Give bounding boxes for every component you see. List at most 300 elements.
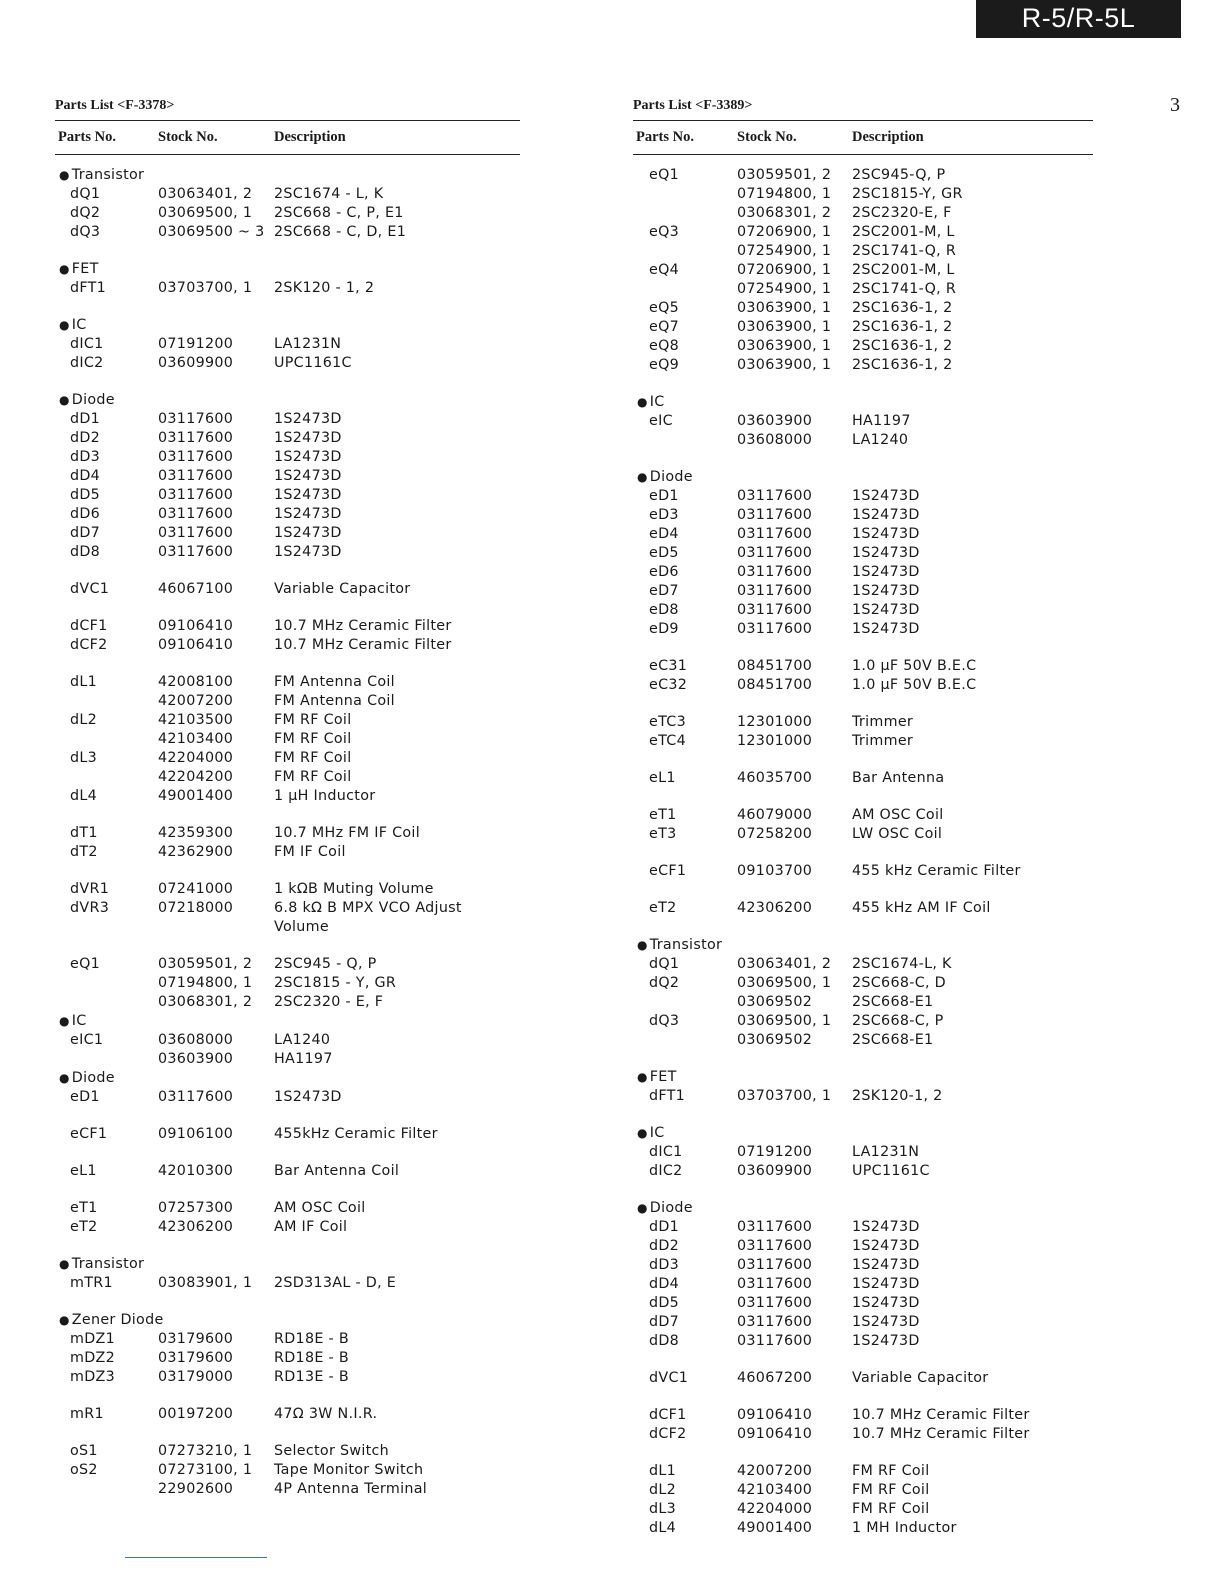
- parts-no-cell: dVR3: [70, 900, 110, 916]
- stock-no-cell: 03117600: [158, 544, 234, 560]
- description-cell: FM RF Coil: [852, 1501, 930, 1517]
- bullet-icon: ●: [59, 168, 70, 182]
- parts-no-cell: dFT1: [70, 280, 107, 296]
- table-row: [55, 429, 520, 448]
- description-cell: 1 µH Inductor: [274, 788, 376, 804]
- stock-no-cell: 42007200: [158, 693, 234, 709]
- table-row: [55, 1162, 520, 1181]
- stock-no-cell: 03117600: [737, 526, 813, 542]
- description-cell: 1S2473D: [274, 544, 342, 560]
- row-spacer: [55, 298, 520, 316]
- header-description: Description: [852, 129, 924, 145]
- description-cell: 1S2473D: [852, 1314, 920, 1330]
- description-cell: 1S2473D: [274, 411, 342, 427]
- description-cell: 2SC2001-M, L: [852, 262, 955, 278]
- table-row: [633, 1143, 1093, 1162]
- description-cell: 2SC2320 - E, F: [274, 994, 384, 1010]
- parts-no-cell: dD5: [70, 487, 101, 503]
- parts-no-cell: eQ5: [649, 300, 680, 316]
- description-cell: LW OSC Coil: [852, 826, 943, 842]
- table-row: [633, 1237, 1093, 1256]
- row-spacer: [633, 639, 1093, 657]
- description-cell: FM RF Coil: [274, 769, 352, 785]
- table-row: [633, 1425, 1093, 1444]
- description-cell: LA1231N: [274, 336, 342, 352]
- parts-no-cell: mTR1: [70, 1275, 113, 1291]
- table-row: [55, 1088, 520, 1107]
- description-cell: 2SC1815-Y, GR: [852, 186, 963, 202]
- bullet-icon: ●: [637, 1070, 648, 1084]
- description-cell: 1S2473D: [852, 488, 920, 504]
- stock-no-cell: 46067200: [737, 1370, 813, 1386]
- bullet-icon: ●: [637, 470, 648, 484]
- stock-no-cell: 03703700, 1: [158, 280, 253, 296]
- category-heading: [633, 1124, 1093, 1143]
- stock-no-cell: 03117600: [158, 506, 234, 522]
- stock-no-cell: 03068301, 2: [158, 994, 253, 1010]
- description-cell: 1S2473D: [852, 526, 920, 542]
- parts-no-cell: dD1: [649, 1219, 680, 1235]
- table-row: [633, 299, 1093, 318]
- row-spacer: [55, 1107, 520, 1125]
- table-row: [55, 824, 520, 843]
- stock-no-cell: 09106410: [158, 637, 234, 653]
- table-row: [55, 1442, 520, 1461]
- stock-no-cell: 03063900, 1: [737, 338, 832, 354]
- stock-no-cell: 03068301, 2: [737, 205, 832, 221]
- table-row: [633, 862, 1093, 881]
- table-row: [633, 166, 1093, 185]
- parts-no-cell: eD9: [649, 621, 679, 637]
- table-row: [633, 1500, 1093, 1519]
- table-row: [55, 843, 520, 862]
- row-spacer: [55, 655, 520, 673]
- description-cell: 2SC668-C, P: [852, 1013, 944, 1029]
- description-cell: FM RF Coil: [274, 731, 352, 747]
- parts-no-cell: dT1: [70, 825, 98, 841]
- category-heading: [55, 166, 520, 185]
- stock-no-cell: 46067100: [158, 581, 234, 597]
- bullet-icon: ●: [59, 1257, 70, 1271]
- description-cell: 10.7 MHz Ceramic Filter: [852, 1426, 1030, 1442]
- stock-no-cell: 03117600: [158, 430, 234, 446]
- row-spacer: [633, 1181, 1093, 1199]
- table-row: [633, 431, 1093, 450]
- stock-no-cell: 03179000: [158, 1369, 234, 1385]
- stock-no-cell: 03059501, 2: [737, 167, 832, 183]
- stock-no-cell: 03117600: [737, 564, 813, 580]
- category-heading: [633, 1199, 1093, 1218]
- table-row: [55, 730, 520, 749]
- table-row: [55, 1368, 520, 1387]
- description-cell: Selector Switch: [274, 1443, 390, 1459]
- description-cell: 10.7 MHz Ceramic Filter: [274, 637, 452, 653]
- description-cell: 2SC2001-M, L: [852, 224, 955, 240]
- row-spacer: [55, 1293, 520, 1311]
- table-row: [55, 955, 520, 974]
- table-row: [633, 993, 1093, 1012]
- row-spacer: [55, 1181, 520, 1199]
- bullet-icon: ●: [637, 938, 648, 952]
- category-label: IC: [71, 1013, 87, 1029]
- parts-no-cell: eD3: [649, 507, 679, 523]
- model-banner: R-5/R-5L: [976, 0, 1181, 38]
- description-cell: FM RF Coil: [852, 1463, 930, 1479]
- parts-no-cell: eD8: [649, 602, 679, 618]
- description-cell: FM Antenna Coil: [274, 693, 395, 709]
- parts-no-cell: [633, 993, 737, 1012]
- header-stock-no: Stock No.: [158, 129, 218, 145]
- description-cell: FM Antenna Coil: [274, 674, 395, 690]
- parts-no-cell: eQ9: [649, 357, 680, 373]
- description-cell: 1S2473D: [274, 1089, 342, 1105]
- parts-no-cell: eQ1: [649, 167, 680, 183]
- parts-no-cell: dL1: [70, 674, 98, 690]
- category-heading: [55, 1311, 520, 1330]
- stock-no-cell: 09106410: [158, 618, 234, 634]
- stock-no-cell: 09106410: [737, 1407, 813, 1423]
- description-cell: Trimmer: [852, 714, 914, 730]
- table-row: [633, 412, 1093, 431]
- table-row: [633, 1031, 1093, 1050]
- description-cell: 2SK120 - 1, 2: [274, 280, 375, 296]
- table-row: [55, 749, 520, 768]
- category-heading: [55, 1255, 520, 1274]
- stock-no-cell: 03117600: [158, 468, 234, 484]
- parts-no-cell: dVC1: [70, 581, 110, 597]
- table-row: [55, 524, 520, 543]
- row-spacer: [633, 1444, 1093, 1462]
- parts-no-cell: oS1: [70, 1443, 98, 1459]
- row-spacer: [55, 806, 520, 824]
- table-row: [633, 657, 1093, 676]
- parts-no-cell: [633, 280, 737, 299]
- description-cell: 1S2473D: [274, 525, 342, 541]
- footer-rule: [125, 1557, 267, 1558]
- table-row: [633, 487, 1093, 506]
- table-row: [55, 918, 520, 937]
- row-spacer: [633, 695, 1093, 713]
- table-row: [55, 580, 520, 599]
- description-cell: RD18E - B: [274, 1331, 349, 1347]
- table-row: [633, 1369, 1093, 1388]
- description-cell: 2SC1636-1, 2: [852, 300, 953, 316]
- stock-no-cell: 09103700: [737, 863, 813, 879]
- parts-no-cell: eCF1: [70, 1126, 108, 1142]
- description-cell: 2SC668 - C, P, E1: [274, 205, 404, 221]
- table-row: [633, 732, 1093, 751]
- parts-no-cell: dL1: [649, 1463, 677, 1479]
- stock-no-cell: 07254900, 1: [737, 281, 832, 297]
- parts-no-cell: eL1: [70, 1163, 97, 1179]
- list-title: Parts List <F-3378>: [55, 98, 175, 113]
- parts-no-cell: [633, 431, 737, 450]
- table-row: [633, 825, 1093, 844]
- stock-no-cell: 07218000: [158, 900, 234, 916]
- stock-no-cell: 12301000: [737, 714, 813, 730]
- description-cell: 2SC945 - Q, P: [274, 956, 377, 972]
- header-stock-no: Stock No.: [737, 129, 797, 145]
- parts-no-cell: dD3: [649, 1257, 680, 1273]
- table-row: [633, 185, 1093, 204]
- description-cell: 2SC1741-Q, R: [852, 281, 957, 297]
- parts-no-cell: [55, 974, 158, 993]
- parts-no-cell: eTC3: [649, 714, 686, 730]
- parts-no-cell: dQ3: [649, 1013, 680, 1029]
- stock-no-cell: 42007200: [737, 1463, 813, 1479]
- parts-no-cell: dD1: [70, 411, 101, 427]
- header-parts-no: Parts No.: [636, 129, 694, 145]
- parts-no-cell: eD6: [649, 564, 679, 580]
- table-row: [633, 261, 1093, 280]
- parts-no-cell: dQ2: [70, 205, 101, 221]
- parts-no-cell: eD1: [70, 1089, 100, 1105]
- stock-no-cell: 07273210, 1: [158, 1443, 253, 1459]
- table-row: [633, 280, 1093, 299]
- row-spacer: [633, 1351, 1093, 1369]
- description-cell: 2SC1741-Q, R: [852, 243, 957, 259]
- stock-no-cell: 03117600: [158, 1089, 234, 1105]
- parts-no-cell: dFT1: [649, 1088, 686, 1104]
- table-row: [55, 1461, 520, 1480]
- stock-no-cell: 03069500, 1: [737, 975, 832, 991]
- description-cell: 2SC1674 - L, K: [274, 186, 384, 202]
- stock-no-cell: 03069500, 1: [737, 1013, 832, 1029]
- description-cell: HA1197: [852, 413, 911, 429]
- description-cell: FM RF Coil: [274, 712, 352, 728]
- table-row: [633, 356, 1093, 375]
- row-spacer: [633, 1050, 1093, 1068]
- description-cell: 1 MH Inductor: [852, 1520, 957, 1536]
- description-cell: LA1240: [852, 432, 909, 448]
- bullet-icon: ●: [59, 393, 70, 407]
- description-cell: 1S2473D: [274, 449, 342, 465]
- category-heading: [55, 316, 520, 335]
- description-cell: 47Ω 3W N.I.R.: [274, 1406, 378, 1422]
- parts-no-cell: eIC: [649, 413, 673, 429]
- parts-no-cell: mDZ2: [70, 1350, 116, 1366]
- stock-no-cell: 03603900: [737, 413, 813, 429]
- description-cell: 1S2473D: [274, 487, 342, 503]
- table-row: [633, 563, 1093, 582]
- description-cell: 1S2473D: [852, 1219, 920, 1235]
- description-cell: 1S2473D: [852, 1238, 920, 1254]
- stock-no-cell: 07257300: [158, 1200, 234, 1216]
- stock-no-cell: 03609900: [158, 355, 234, 371]
- parts-no-cell: dD7: [649, 1314, 680, 1330]
- stock-no-cell: 03179600: [158, 1350, 234, 1366]
- category-heading: [55, 1069, 520, 1088]
- description-cell: 2SC1674-L, K: [852, 956, 952, 972]
- parts-no-cell: dQ1: [649, 956, 680, 972]
- stock-no-cell: 42103500: [158, 712, 234, 728]
- category-label: Diode: [71, 1070, 115, 1086]
- parts-no-cell: dL2: [70, 712, 98, 728]
- bullet-icon: ●: [59, 1014, 70, 1028]
- parts-no-cell: [55, 918, 158, 937]
- table-row: [633, 525, 1093, 544]
- stock-no-cell: [158, 918, 274, 937]
- stock-no-cell: 03117600: [737, 1314, 813, 1330]
- parts-no-cell: dCF2: [70, 637, 108, 653]
- category-label: IC: [649, 1125, 665, 1141]
- row-spacer: [55, 1237, 520, 1255]
- category-heading: [633, 1068, 1093, 1087]
- stock-no-cell: 12301000: [737, 733, 813, 749]
- description-cell: FM RF Coil: [852, 1482, 930, 1498]
- stock-no-cell: 03609900: [737, 1163, 813, 1179]
- description-cell: 1 kΩB Muting Volume: [274, 881, 434, 897]
- table-row: [633, 955, 1093, 974]
- description-cell: AM IF Coil: [274, 1219, 348, 1235]
- stock-no-cell: 09106100: [158, 1126, 234, 1142]
- row-spacer: [55, 1144, 520, 1162]
- description-cell: 1S2473D: [852, 507, 920, 523]
- stock-no-cell: 03063900, 1: [737, 319, 832, 335]
- stock-no-cell: 49001400: [737, 1520, 813, 1536]
- stock-no-cell: 07191200: [158, 336, 234, 352]
- table-row: [55, 1031, 520, 1050]
- row-spacer: [633, 1106, 1093, 1124]
- category-label: Transistor: [71, 1256, 145, 1272]
- parts-no-cell: dD5: [649, 1295, 680, 1311]
- stock-no-cell: 42362900: [158, 844, 234, 860]
- parts-no-cell: dVC1: [649, 1370, 689, 1386]
- stock-no-cell: 07241000: [158, 881, 234, 897]
- stock-no-cell: 42008100: [158, 674, 234, 690]
- row-spacer: [633, 375, 1093, 393]
- parts-no-cell: dQ1: [70, 186, 101, 202]
- stock-no-cell: 03063401, 2: [737, 956, 832, 972]
- table-row: [633, 544, 1093, 563]
- table-row: [55, 448, 520, 467]
- stock-no-cell: 42103400: [158, 731, 234, 747]
- stock-no-cell: 42103400: [737, 1482, 813, 1498]
- parts-no-cell: dD6: [70, 506, 101, 522]
- description-cell: 2SC668-C, D: [852, 975, 946, 991]
- table-row: [633, 506, 1093, 525]
- parts-no-cell: dD8: [70, 544, 101, 560]
- description-cell: AM OSC Coil: [274, 1200, 366, 1216]
- parts-no-cell: dCF1: [649, 1407, 687, 1423]
- parts-list-right: [633, 96, 1093, 1538]
- parts-no-cell: eD4: [649, 526, 679, 542]
- stock-no-cell: 03063900, 1: [737, 357, 832, 373]
- description-cell: 1S2473D: [852, 583, 920, 599]
- table-row: [55, 223, 520, 242]
- parts-no-cell: dL4: [649, 1520, 677, 1536]
- table-row: [55, 279, 520, 298]
- stock-no-cell: 03117600: [158, 525, 234, 541]
- category-label: Diode: [71, 392, 115, 408]
- category-heading: [633, 468, 1093, 487]
- row-spacer: [633, 788, 1093, 806]
- parts-no-cell: eT2: [70, 1219, 98, 1235]
- parts-no-cell: dIC1: [70, 336, 104, 352]
- parts-no-cell: eQ4: [649, 262, 680, 278]
- stock-no-cell: 03117600: [737, 488, 813, 504]
- stock-no-cell: 03703700, 1: [737, 1088, 832, 1104]
- category-heading: [55, 391, 520, 410]
- description-cell: 10.7 MHz FM IF Coil: [274, 825, 420, 841]
- row-spacer: [55, 242, 520, 260]
- stock-no-cell: 03117600: [737, 1219, 813, 1235]
- category-label: IC: [649, 394, 665, 410]
- stock-no-cell: 03083901, 1: [158, 1275, 253, 1291]
- description-cell: Variable Capacitor: [852, 1370, 989, 1386]
- stock-no-cell: 03069502: [737, 1032, 813, 1048]
- parts-no-cell: [55, 730, 158, 749]
- stock-no-cell: 42204000: [737, 1501, 813, 1517]
- description-cell: UPC1161C: [852, 1163, 930, 1179]
- table-row: [55, 692, 520, 711]
- table-row: [55, 711, 520, 730]
- bullet-icon: ●: [59, 1071, 70, 1085]
- bullet-icon: ●: [637, 395, 648, 409]
- table-row: [633, 1256, 1093, 1275]
- description-cell: FM IF Coil: [274, 844, 346, 860]
- table-row: [55, 1405, 520, 1424]
- table-row: [633, 899, 1093, 918]
- stock-no-cell: 03117600: [737, 1257, 813, 1273]
- parts-no-cell: dD7: [70, 525, 101, 541]
- description-cell: 1S2473D: [274, 506, 342, 522]
- bullet-icon: ●: [637, 1126, 648, 1140]
- stock-no-cell: 42204000: [158, 750, 234, 766]
- stock-no-cell: 08451700: [737, 677, 813, 693]
- row-spacer: [633, 450, 1093, 468]
- stock-no-cell: 03063900, 1: [737, 300, 832, 316]
- parts-no-cell: dIC2: [649, 1163, 683, 1179]
- description-cell: AM OSC Coil: [852, 807, 944, 823]
- description-cell: Tape Monitor Switch: [274, 1462, 424, 1478]
- row-spacer: [633, 751, 1093, 769]
- parts-no-cell: eD7: [649, 583, 679, 599]
- row-spacer: [633, 1388, 1093, 1406]
- table-row: [55, 204, 520, 223]
- parts-no-cell: eQ1: [70, 956, 101, 972]
- row-spacer: [55, 562, 520, 580]
- table-row: [55, 185, 520, 204]
- stock-no-cell: 22902600: [158, 1481, 234, 1497]
- table-body: [633, 155, 1093, 1538]
- description-cell: LA1240: [274, 1032, 331, 1048]
- parts-no-cell: eT1: [649, 807, 677, 823]
- parts-no-cell: eC32: [649, 677, 688, 693]
- table-row: [55, 617, 520, 636]
- category-label: Zener Diode: [71, 1312, 164, 1328]
- category-heading: [55, 1012, 520, 1031]
- parts-no-cell: dIC1: [649, 1144, 683, 1160]
- stock-no-cell: 03117600: [737, 1295, 813, 1311]
- description-cell: Volume: [274, 919, 329, 935]
- bullet-icon: ●: [59, 1313, 70, 1327]
- stock-no-cell: 07191200: [737, 1144, 813, 1160]
- description-cell: 455 kHz Ceramic Filter: [852, 863, 1021, 879]
- category-label: Transistor: [71, 167, 145, 183]
- table-row: [633, 676, 1093, 695]
- table-row: [55, 899, 520, 918]
- table-row: [633, 223, 1093, 242]
- row-spacer: [55, 373, 520, 391]
- stock-no-cell: 46035700: [737, 770, 813, 786]
- stock-no-cell: 46079000: [737, 807, 813, 823]
- stock-no-cell: 03117600: [737, 545, 813, 561]
- bullet-icon: ●: [59, 318, 70, 332]
- parts-no-cell: mR1: [70, 1406, 104, 1422]
- table-row: [55, 768, 520, 787]
- parts-no-cell: dVR1: [70, 881, 110, 897]
